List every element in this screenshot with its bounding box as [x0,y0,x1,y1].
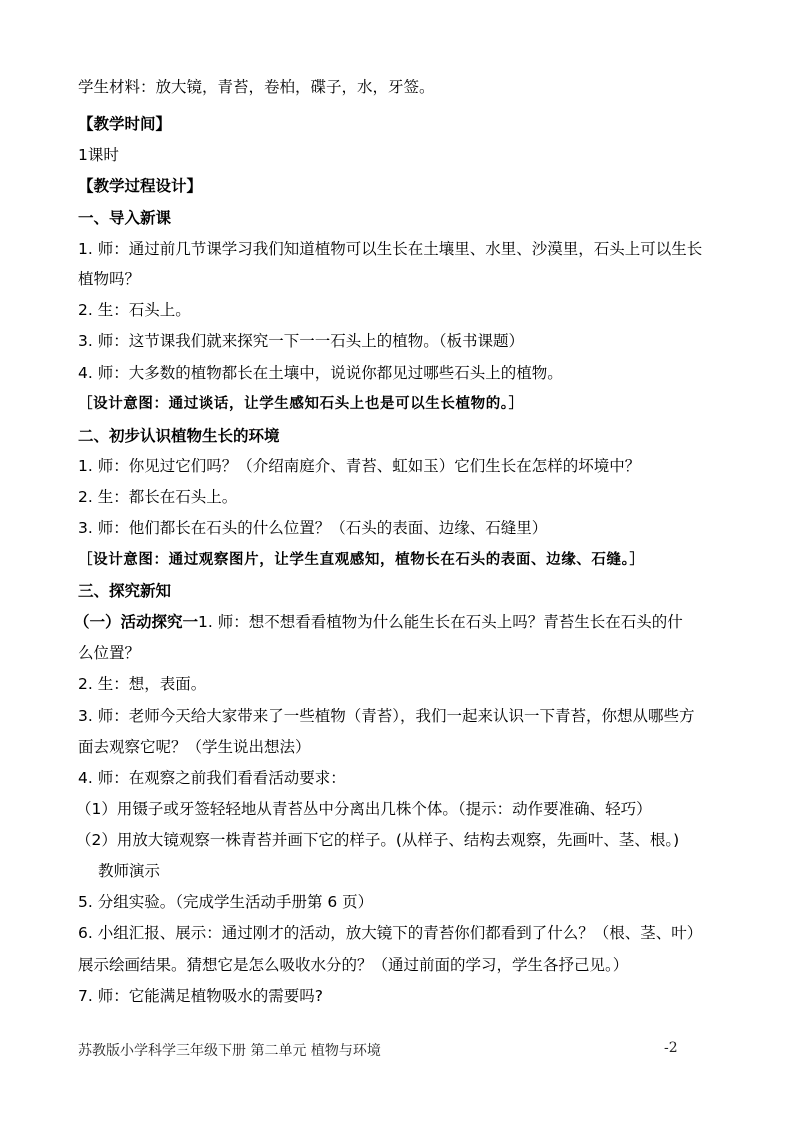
page-footer: 苏教版小学科学三年级下册 第二单元 植物与环境 [78,1043,381,1059]
page-number: -2 [664,1040,678,1056]
paragraph-line: 6. 小组汇报、展示：通过刚才的活动，放大镜下的青苔你们都看到了什么？（根、茎、叶） [78,924,703,942]
heading-process-design: 【教学过程设计】 [78,177,203,195]
section-environment: 二、初步认识植物生长的环境 [78,427,280,445]
paragraph-line: 么位置？ [78,644,141,662]
section-explore: 三、探究新知 [78,582,172,600]
student-materials: 学生材料：放大镜，青苔，卷柏，碟子，水，牙签。 [78,78,435,96]
section-intro: 一、导入新课 [78,209,172,227]
paragraph-line: 4. 师：大多数的植物都长在土壤中，说说你都见过哪些石头上的植物。 [78,364,563,382]
requirement-item: （2）用放大镜观察一株青苔并画下它的样子。(从样子、结构去观察，先画叶、茎、根。) [76,831,680,849]
paragraph-line: 展示绘画结果。猜想它是怎么吸收水分的？（通过前面的学习，学生各抒己见。） [78,956,629,974]
paragraph-line: 面去观察它呢？（学生说出想法） [78,738,311,756]
paragraph-line: 2. 生：都长在石头上。 [78,488,238,506]
class-hours: 1课时 [78,146,119,164]
design-intent-note: ［设计意图：通过谈话，让学生感知石头上也是可以生长植物的。］ [78,395,524,412]
paragraph-line: 1. 师：你见过它们吗？（介绍南庭介、青苔、虹如玉）它们生长在怎样的坏境中？ [78,457,641,475]
activity-heading: （一）活动探究一 [74,613,199,631]
paragraph-line: 2. 生：想，表面。 [78,675,207,693]
paragraph-line: 4. 师：在观察之前我们看看活动要求： [78,769,346,787]
paragraph-line: 3. 师：老师今天给大家带来了一些植物（青苔），我们一起来认识一下青苔，你想从哪些方 [78,707,695,725]
paragraph-line: （一）活动探究一1. 师：想不想看看植物为什么能生长在石头上吗？青苔生长在石头的什 [74,613,683,631]
paragraph-line: 1. 师：通过前几节课学习我们知道植物可以生长在土壤里、水里、沙漠里，石头上可以生长 [78,240,703,258]
requirement-item: （1）用镊子或牙签轻轻地从青苔丛中分离出几株个体。（提示：动作要准确、轻巧） [76,800,652,818]
paragraph-line: 2. 生：石头上。 [78,301,191,319]
paragraph-line: 植物吗？ [78,270,141,288]
paragraph-line: 3. 师：这节课我们就来探究一下一一石头上的植物。（板书课题） [78,332,524,350]
paragraph-line: 7. 师：它能满足植物吸水的需要吗? [78,987,323,1005]
paragraph-line: 5. 分组实验。（完成学生活动手册第 6 页） [78,893,374,911]
paragraph-line: 教师演示 [98,862,161,880]
design-intent-note: ［设计意图：通过观察图片，让学生直观感知，植物长在石头的表面、边缘、石缝。］ [78,551,645,568]
heading-teaching-time: 【教学时间】 [78,115,172,133]
paragraph-line: 3. 师：他们都长在石头的什么位置？（石头的表面、边缘、石缝里） [78,519,548,537]
